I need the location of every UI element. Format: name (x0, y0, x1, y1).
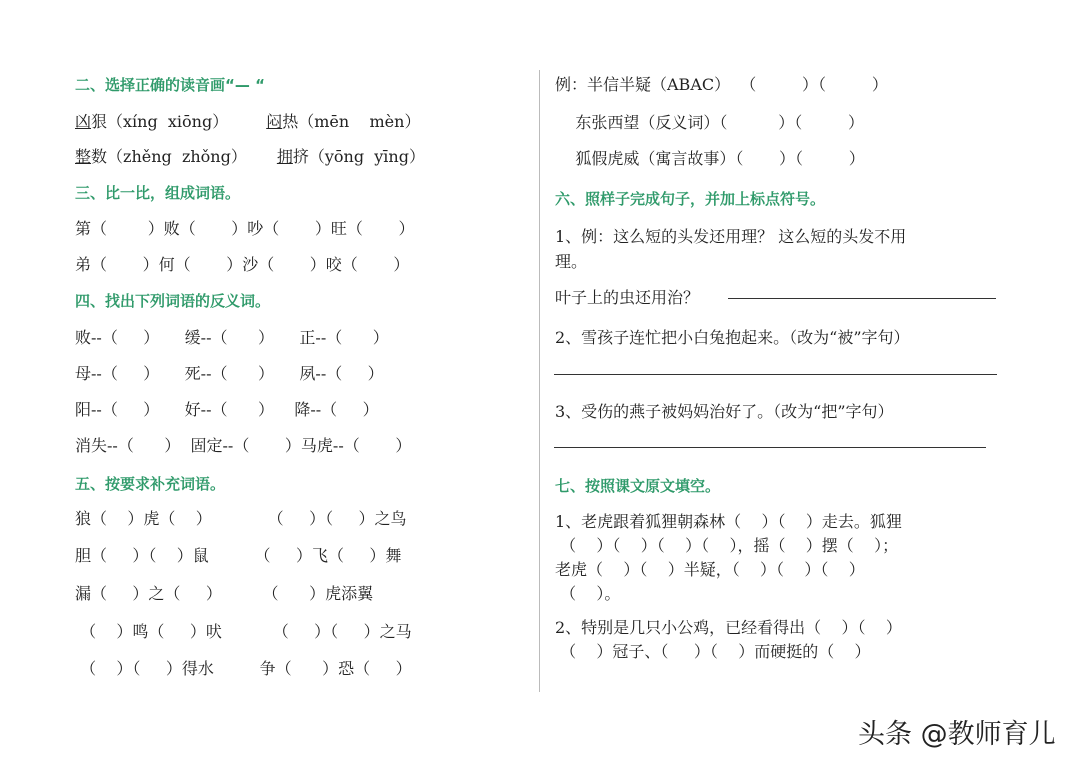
fill-line: 2、特别是几只小公鸡，已经看得出（ ）（ ） (555, 618, 902, 637)
section-4-title: 四、找出下列词语的反义词。 (75, 292, 271, 310)
watermark: 头条 @教师育儿 (858, 719, 1056, 750)
fill-line: （ ）冠子、（ ）（ ）而硬挺的（ ） (555, 642, 871, 661)
column-divider (539, 70, 540, 692)
sentence-example-cont: 理。 (555, 252, 588, 271)
exercise-row: 漏（ ）之（ ） （ ）虎添翼 (75, 584, 374, 603)
underlined-char: 整 (75, 147, 92, 166)
sentence-question-3: 3、受伤的燕子被妈妈治好了。（改为“把”字句） (555, 402, 894, 421)
pinyin-choice: 挤（yōng yīng） (292, 147, 425, 166)
underlined-char: 拥 (276, 147, 293, 166)
fill-line: 老虎（ ）（ ）半疑，（ ）（ ）（ ） (555, 560, 865, 579)
section-7-title: 七、按照课文原文填空。 (555, 477, 721, 495)
section-2-title: 二、选择正确的读音画“— “ (75, 76, 265, 94)
exercise-row: （ ）（ ）得水 争（ ）恐（ ） (75, 659, 412, 678)
example-row: 狐假虎威（寓言故事）（ ）（ ） (555, 149, 865, 168)
pinyin-choice: 狠（xíng xiōng） (91, 112, 229, 131)
underlined-char: 凶 (75, 112, 92, 131)
answer-line[interactable] (554, 374, 997, 375)
section-6-title: 六、照样子完成句子，并加上标点符号。 (555, 190, 826, 208)
example-row: 东张西望（反义词）（ ）（ ） (555, 113, 864, 132)
exercise-row: 母--（ ） 死--（ ） 夙--（ ） (75, 364, 384, 383)
section-5-title: 五、按要求补充词语。 (75, 475, 226, 493)
exercise-row: 阳--（ ） 好--（ ） 降--（ ） (75, 400, 379, 419)
pinyin-row (75, 147, 425, 167)
pinyin-choice: 热（mēn mèn） (282, 112, 421, 131)
exercise-row: 胆（ ）（ ）鼠 （ ）飞（ ）舞 (75, 546, 402, 565)
underlined-char: 闷 (266, 112, 283, 131)
pinyin-row (75, 112, 420, 132)
exercise-row: 败--（ ） 缓--（ ） 正--（ ） (75, 328, 389, 347)
answer-line[interactable] (554, 447, 986, 448)
answer-line[interactable] (728, 298, 996, 299)
sentence-question-2: 2、雪孩子连忙把小白兔抱起来。（改为“被”字句） (555, 328, 910, 347)
exercise-row: 弟（ ）何（ ）沙（ ）咬（ ） (75, 255, 410, 274)
sentence-prompt: 叶子上的虫还用治？ (555, 288, 700, 307)
pinyin-choice: 数（zhěng zhǒng） (91, 147, 247, 166)
fill-line: 1、老虎跟着狐狸朝森林（ ）（ ）走去。狐狸 (555, 512, 902, 531)
exercise-row: 消失--（ ） 固定--（ ）马虎--（ ） (75, 436, 412, 455)
exercise-row: 狼（ ）虎（ ） （ ）（ ）之鸟 (75, 509, 407, 528)
sentence-example: 1、例：这么短的头发还用理？ 这么短的头发不用 (555, 227, 907, 246)
section-3-title: 三、比一比，组成词语。 (75, 184, 241, 202)
exercise-row: 第（ ）败（ ）吵（ ）旺（ ） (75, 219, 415, 238)
fill-line: （ ）（ ）（ ）（ ），摇（ ）摆（ ）； (555, 536, 899, 555)
exercise-row: （ ）鸣（ ）吠 （ ）（ ）之马 (75, 622, 412, 641)
fill-line: （ ）。 (555, 584, 621, 603)
example-row: 例：半信半疑（ABAC） （ ）（ ） (555, 75, 888, 94)
